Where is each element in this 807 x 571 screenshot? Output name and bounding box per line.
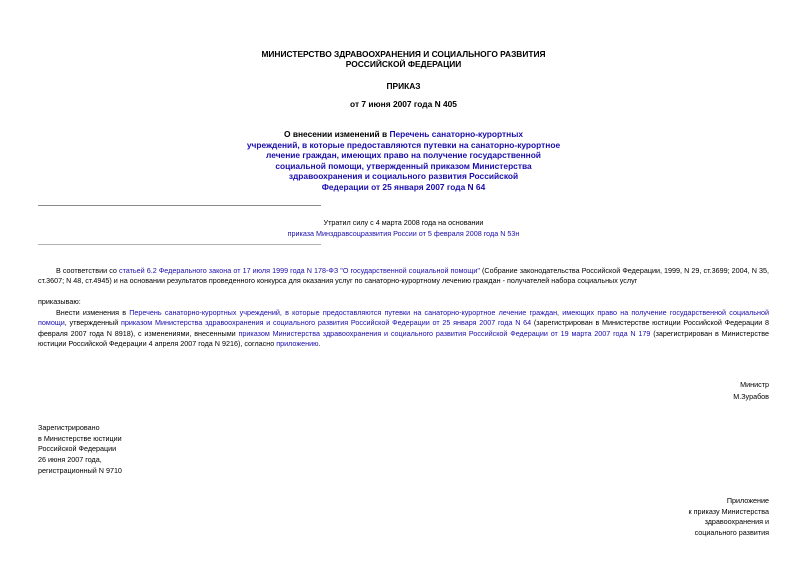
p1-pre: В соответствии со (56, 266, 119, 275)
order-64-link[interactable]: приказом Министерства здравоохранения и социального развития Российской Федерации от 25 января 2007 года N 64 (120, 318, 532, 328)
title-line-1 (0, 129, 807, 140)
p1-post: (Собрание законодательства Российской Федерации, 1999, N 29, ст.3699; 2004, N 35, ст.3607; N 48, ст.4945) и на основании результатов проведенного конкурса для оказания услуг по санаторно-курортному лечению граждан - получателей набора социальных услуг (38, 266, 769, 286)
registration-block (38, 423, 238, 476)
p2-mid1: , утвержденный (64, 318, 121, 328)
registration-line: Зарегистрировано (38, 423, 100, 432)
paragraph-order (38, 308, 769, 350)
divider-bottom (38, 244, 321, 245)
appendix-link[interactable]: приложению (276, 339, 319, 349)
title-link-line-3[interactable]: лечение граждан, имеющих право на получение государственной (266, 150, 541, 160)
ministry-heading (0, 49, 807, 69)
basis-link[interactable]: приказа Минздравсоцразвития России от 5 февраля 2008 года N 53н (287, 229, 520, 238)
document-type: ПРИКАЗ (386, 81, 421, 91)
appendix-line: к приказу Министерства (688, 506, 769, 516)
ministry-line-1: МИНИСТЕРСТВО ЗДРАВООХРАНЕНИЯ И СОЦИАЛЬНОГО РАЗВИТИЯ (261, 49, 546, 59)
title-link-line-6[interactable]: Федерации от 25 января 2007 года N 64 (321, 181, 486, 192)
lost-force-text: Утратил силу с 4 марта 2008 года на основании (323, 218, 484, 227)
p2-mid2: (зарегистрирован в Министерстве юстиции Российской Федерации 8 февраля 2007 года N 8918), с изменениями, внесенными (38, 318, 769, 338)
title-link-line-2[interactable]: учреждений, в которые предоставляются путевки на санаторно-курортное (246, 139, 561, 150)
divider-top (38, 205, 321, 206)
p2-pre: Внести изменения в (56, 308, 130, 317)
title-link-line-4[interactable]: социальной помощи, утвержденный приказом Министерства (275, 160, 532, 171)
appendix-line: здравоохранения и (704, 517, 769, 527)
order-179-link[interactable]: приказом Министерства здравоохранения и социального развития Российской Федерации от 19 марта 2007 года N 179 (238, 328, 651, 338)
registration-line: регистрационный N 9710 (38, 465, 122, 475)
title-link-line-5[interactable]: здравоохранения и социального развития Российской (288, 171, 519, 181)
lost-force-basis (0, 229, 807, 239)
appendix-line: социального развития (694, 527, 769, 537)
registration-line: Российской Федерации (38, 444, 117, 454)
order-label: приказываю: (38, 297, 81, 306)
registration-line: 26 июня 2007 года, (38, 454, 102, 464)
document-title (0, 129, 807, 192)
title-link-list[interactable]: Перечень санаторно-курортных (389, 129, 523, 139)
p2-end: . (318, 339, 321, 349)
document-date-number: от 7 июня 2007 года N 405 (350, 99, 457, 109)
ministry-line-2: РОССИЙСКОЙ ФЕДЕРАЦИИ (345, 59, 462, 70)
registration-line: в Министерстве юстиции (38, 433, 122, 443)
signature-position: Министр (740, 380, 769, 389)
title-prefix: О внесении изменений в (284, 129, 390, 139)
appendix-line: Приложение (726, 496, 769, 505)
appendix-heading (600, 496, 769, 539)
p2-mid3: (зарегистрирован в Министерстве юстиции Российской Федерации 4 апреля 2007 года N 9216), согласно (38, 328, 769, 349)
paragraph-basis (38, 266, 769, 287)
law-article-link[interactable]: статьей 6.2 Федерального закона от 17 июля 1999 года N 178-ФЗ "О государственной социальной помощи" (118, 266, 480, 275)
list-link[interactable]: Перечень санаторно-курортных учреждений, в которые предоставляются путевки на санаторно-курортное лечение граждан, имеющих право на получение государственной социальной помощи (38, 308, 770, 328)
signature-name: М.Зурабов (733, 392, 769, 401)
